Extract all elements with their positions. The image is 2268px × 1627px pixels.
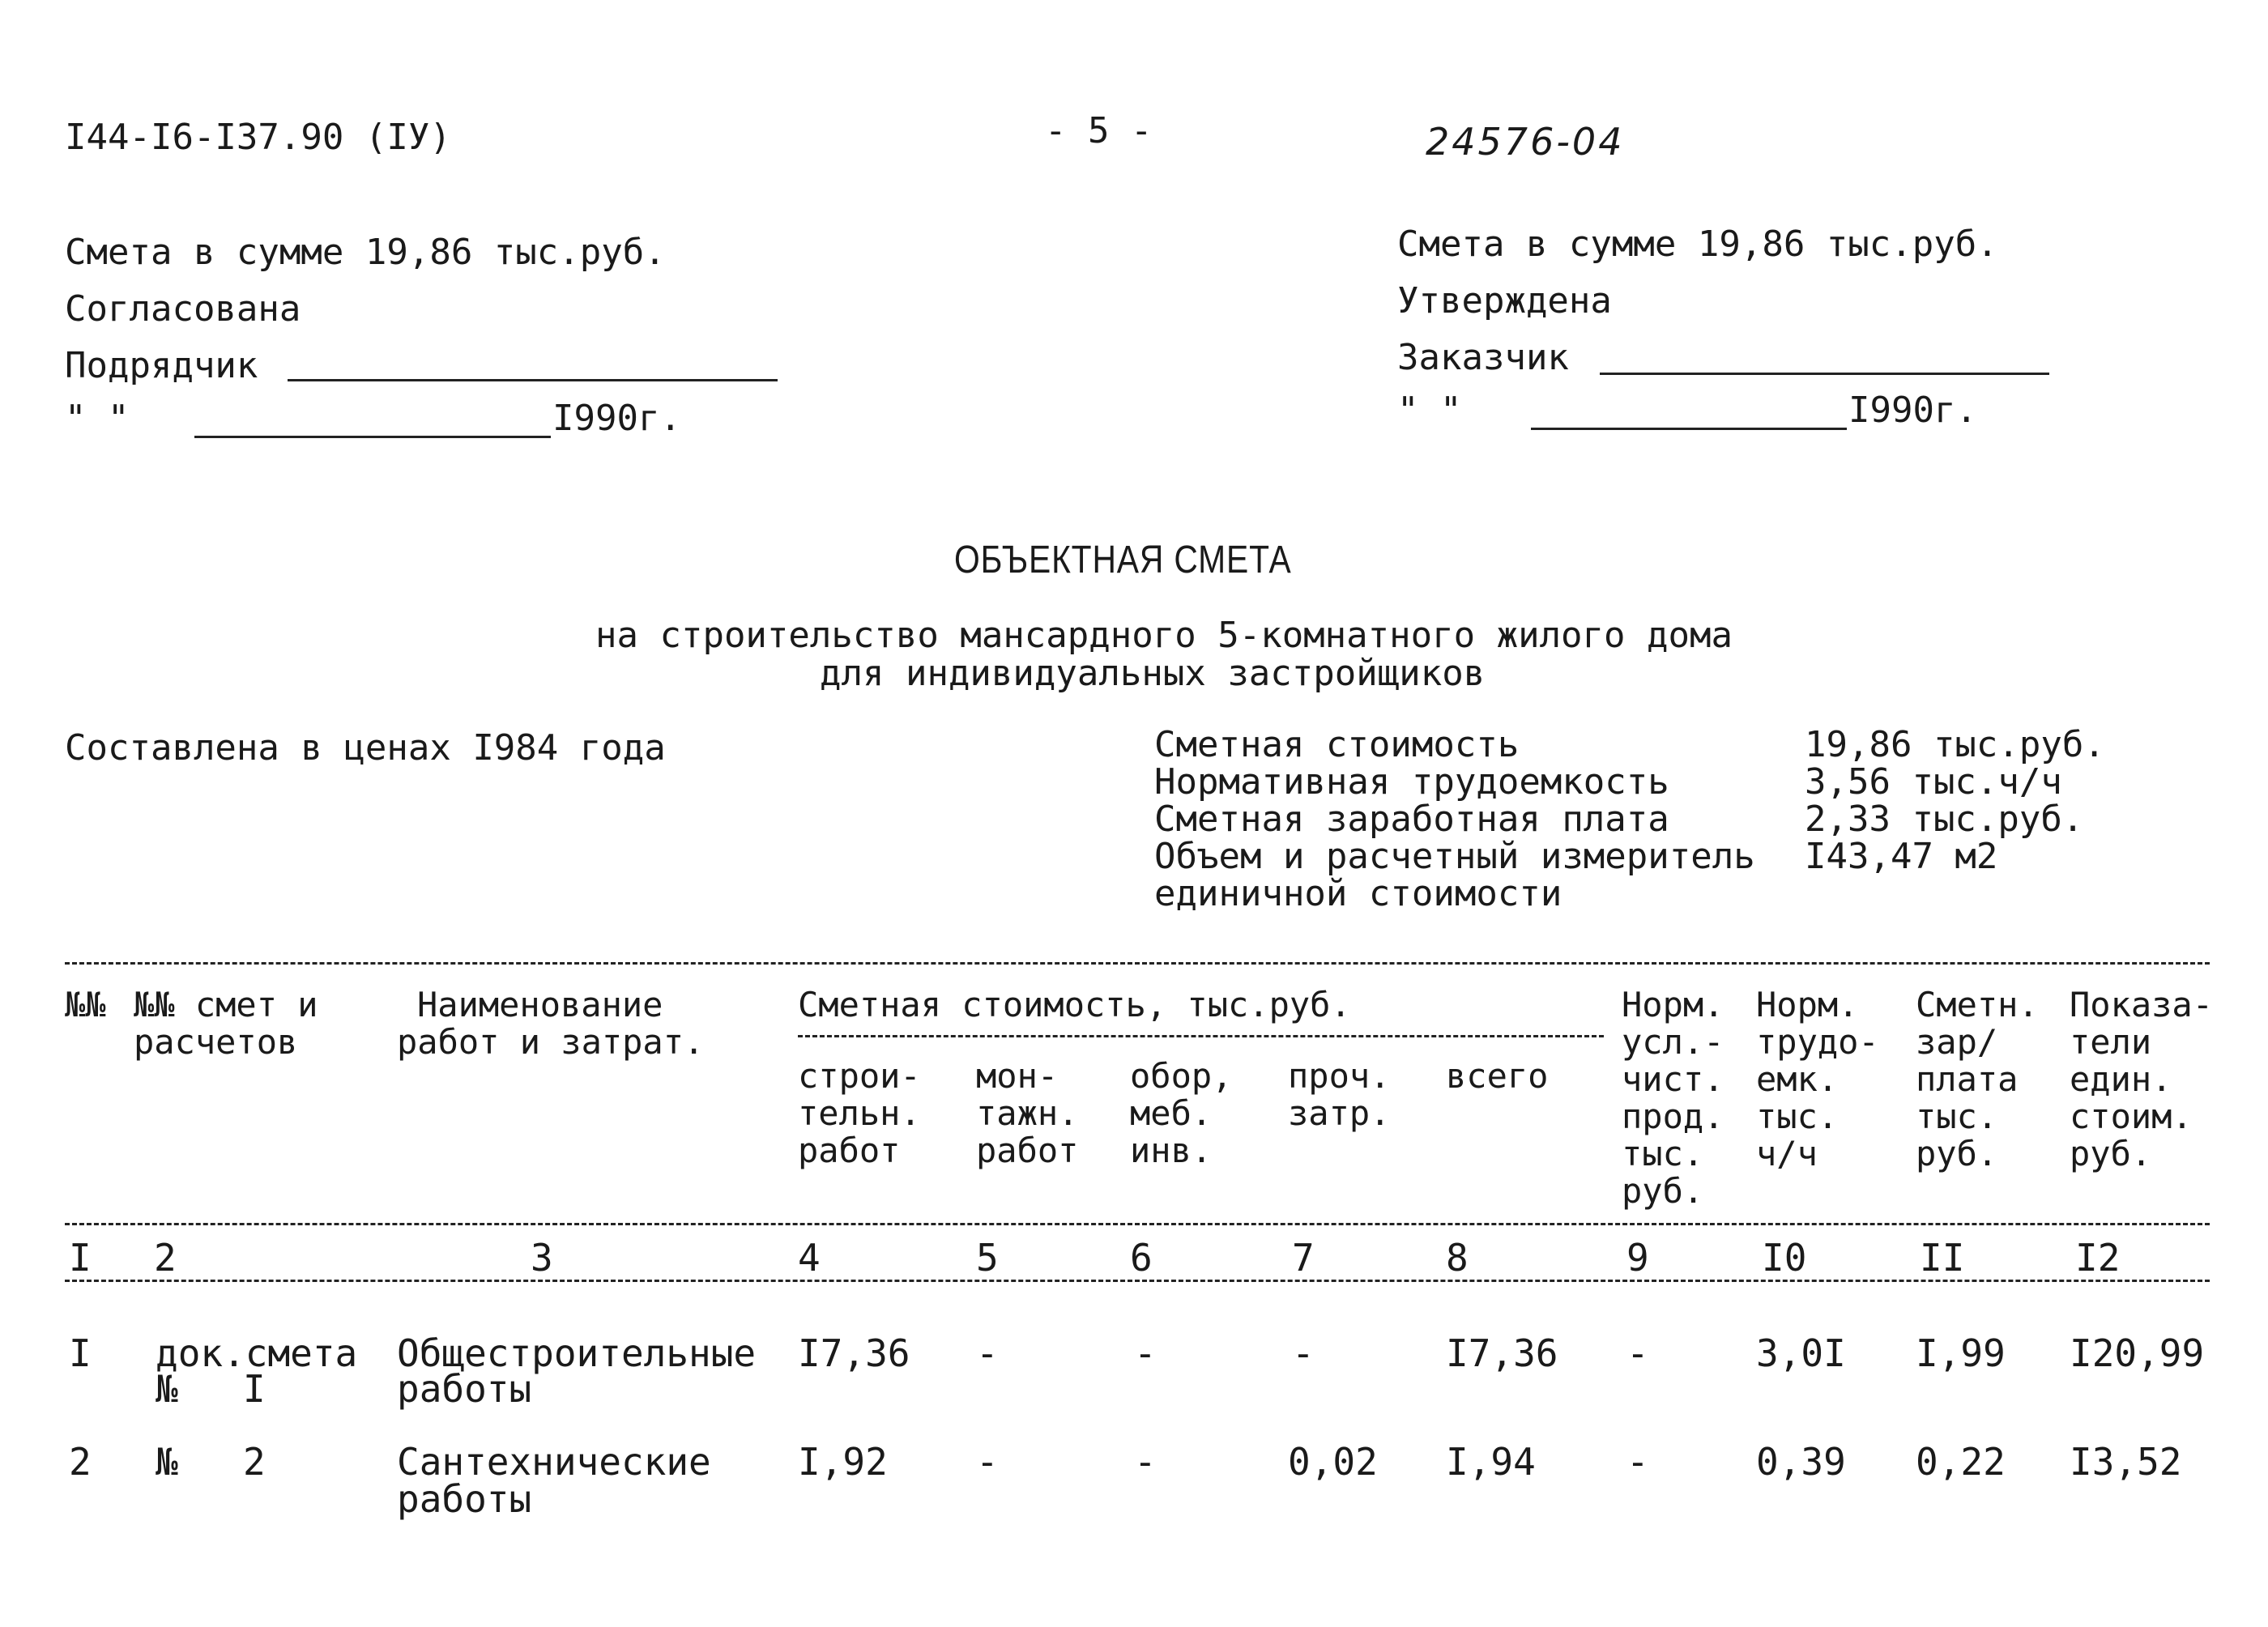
summary-label: Сметная стоимость [1154, 724, 1520, 765]
column-number: I0 [1762, 1236, 1807, 1280]
right-year: I990г. [1848, 390, 1977, 431]
column-number: 4 [798, 1236, 821, 1280]
column-number: 9 [1626, 1236, 1649, 1280]
document-subtitle-line2: для индивидуальных застройщиков [820, 653, 1486, 694]
row-ref: док.смета [156, 1331, 358, 1375]
row-number: I [69, 1331, 92, 1375]
cell-installation: - [976, 1440, 999, 1484]
cell-equipment: - [1134, 1331, 1157, 1375]
header-col6: обор, меб. инв. [1130, 1056, 1233, 1170]
prices-note: Составлена в ценах I984 года [65, 727, 666, 769]
header-name-line1: Наименование [417, 985, 663, 1024]
cell-other: - [1292, 1331, 1315, 1375]
cell-net-production: - [1626, 1440, 1649, 1484]
table-top-rule [65, 962, 2210, 965]
summary-labels [1154, 724, 1755, 914]
header-col4: строи- тельн. работ [798, 1056, 921, 1170]
header-ref-line2: расчетов [134, 1022, 298, 1062]
cell-wages: I,99 [1916, 1331, 2006, 1375]
column-number: 8 [1446, 1236, 1469, 1280]
column-number: I [69, 1236, 92, 1280]
column-number: I2 [2075, 1236, 2121, 1280]
right-approval-status: Утверждена [1397, 280, 1612, 322]
handwritten-registration-number: 24576-04 [1426, 120, 1625, 164]
document-subtitle-line1: на строительство мансардного 5-комнатного жилого дома [595, 615, 1733, 656]
column-number: 6 [1130, 1236, 1153, 1280]
column-number: 2 [154, 1236, 177, 1280]
column-number: 5 [976, 1236, 999, 1280]
left-year: I990г. [552, 398, 681, 439]
summary-values [1805, 724, 2105, 877]
row-name-cont: работы [397, 1477, 532, 1521]
left-date-line [194, 436, 551, 438]
right-quote-marks: " " [1397, 390, 1462, 431]
page-number: - 5 - [1045, 110, 1153, 151]
summary-value: 3,56 тыс.ч/ч [1805, 761, 2062, 803]
cell-construction: I7,36 [798, 1331, 910, 1375]
summary-label: единичной стоимости [1154, 873, 1562, 914]
row-number: 2 [69, 1440, 92, 1484]
header-row-number: №№ [65, 985, 106, 1024]
left-signature-line [288, 379, 778, 381]
left-sum-line: Смета в сумме 19,86 тыс.руб. [65, 232, 666, 273]
row-name: Общестроительные [397, 1331, 757, 1375]
cell-construction: I,92 [798, 1440, 888, 1484]
header-col10: Норм. трудо- емк. тыс. ч/ч [1756, 985, 1879, 1173]
header-col9: Норм. усл.- чист. прод. тыс. руб. [1622, 985, 1724, 1211]
summary-value: 19,86 тыс.руб. [1805, 724, 2105, 765]
header-col7: проч. затр. [1288, 1056, 1391, 1133]
summary-label: Нормативная трудоемкость [1154, 761, 1669, 803]
row-ref-number: I [243, 1367, 266, 1411]
right-date-line [1531, 428, 1847, 430]
header-name-line2: работ и затрат. [397, 1022, 705, 1062]
cell-unit-cost: I3,52 [2070, 1440, 2182, 1484]
cell-unit-cost: I20,99 [2070, 1331, 2205, 1375]
left-approval-status: Согласована [65, 288, 301, 330]
cell-installation: - [976, 1331, 999, 1375]
cell-equipment: - [1134, 1440, 1157, 1484]
cell-other: 0,02 [1288, 1440, 1378, 1484]
row-ref-number: 2 [243, 1440, 266, 1484]
column-number: 3 [531, 1236, 553, 1280]
column-number: II [1920, 1236, 1965, 1280]
header-col8: всего [1446, 1056, 1549, 1096]
header-col12: Показа- тели един. стоим. руб. [2070, 985, 2214, 1173]
document-code: I44-I6-I37.90 (IУ) [65, 117, 451, 158]
cell-total: I7,36 [1446, 1331, 1558, 1375]
header-ref-line1: №№ смет и [134, 985, 318, 1024]
cell-labor: 3,0I [1756, 1331, 1846, 1375]
left-quote-marks: " " [65, 398, 130, 439]
column-numbers-rule [65, 1280, 2210, 1282]
cell-wages: 0,22 [1916, 1440, 2006, 1484]
right-signature-line [1600, 373, 2049, 375]
column-number: 7 [1292, 1236, 1315, 1280]
summary-label: Объем и расчетный измеритель [1154, 836, 1755, 877]
row-ref-number-sign: № [156, 1440, 178, 1484]
header-bottom-rule [65, 1223, 2210, 1225]
header-cost-group: Сметная стоимость, тыс.руб. [798, 985, 1351, 1024]
row-name-cont: работы [397, 1367, 532, 1411]
right-party-label: Заказчик [1397, 337, 1569, 378]
cell-total: I,94 [1446, 1440, 1536, 1484]
summary-value: I43,47 м2 [1805, 836, 1998, 877]
header-col11: Сметн. зар/ плата тыс. руб. [1916, 985, 2039, 1173]
document-title: ОБЪЕКТНАЯ СМЕТА [954, 539, 1292, 581]
summary-value: 2,33 тыс.руб. [1805, 799, 2084, 840]
group-header-rule [798, 1035, 1604, 1037]
row-ref-number-sign: № [156, 1367, 178, 1411]
summary-label: Сметная заработная плата [1154, 799, 1669, 840]
right-sum-line: Смета в сумме 19,86 тыс.руб. [1397, 224, 1998, 265]
header-col5: мон- тажн. работ [976, 1056, 1079, 1170]
cell-net-production: - [1626, 1331, 1649, 1375]
row-name: Сантехнические [397, 1440, 711, 1484]
cell-labor: 0,39 [1756, 1440, 1846, 1484]
left-party-label: Подрядчик [65, 345, 258, 386]
